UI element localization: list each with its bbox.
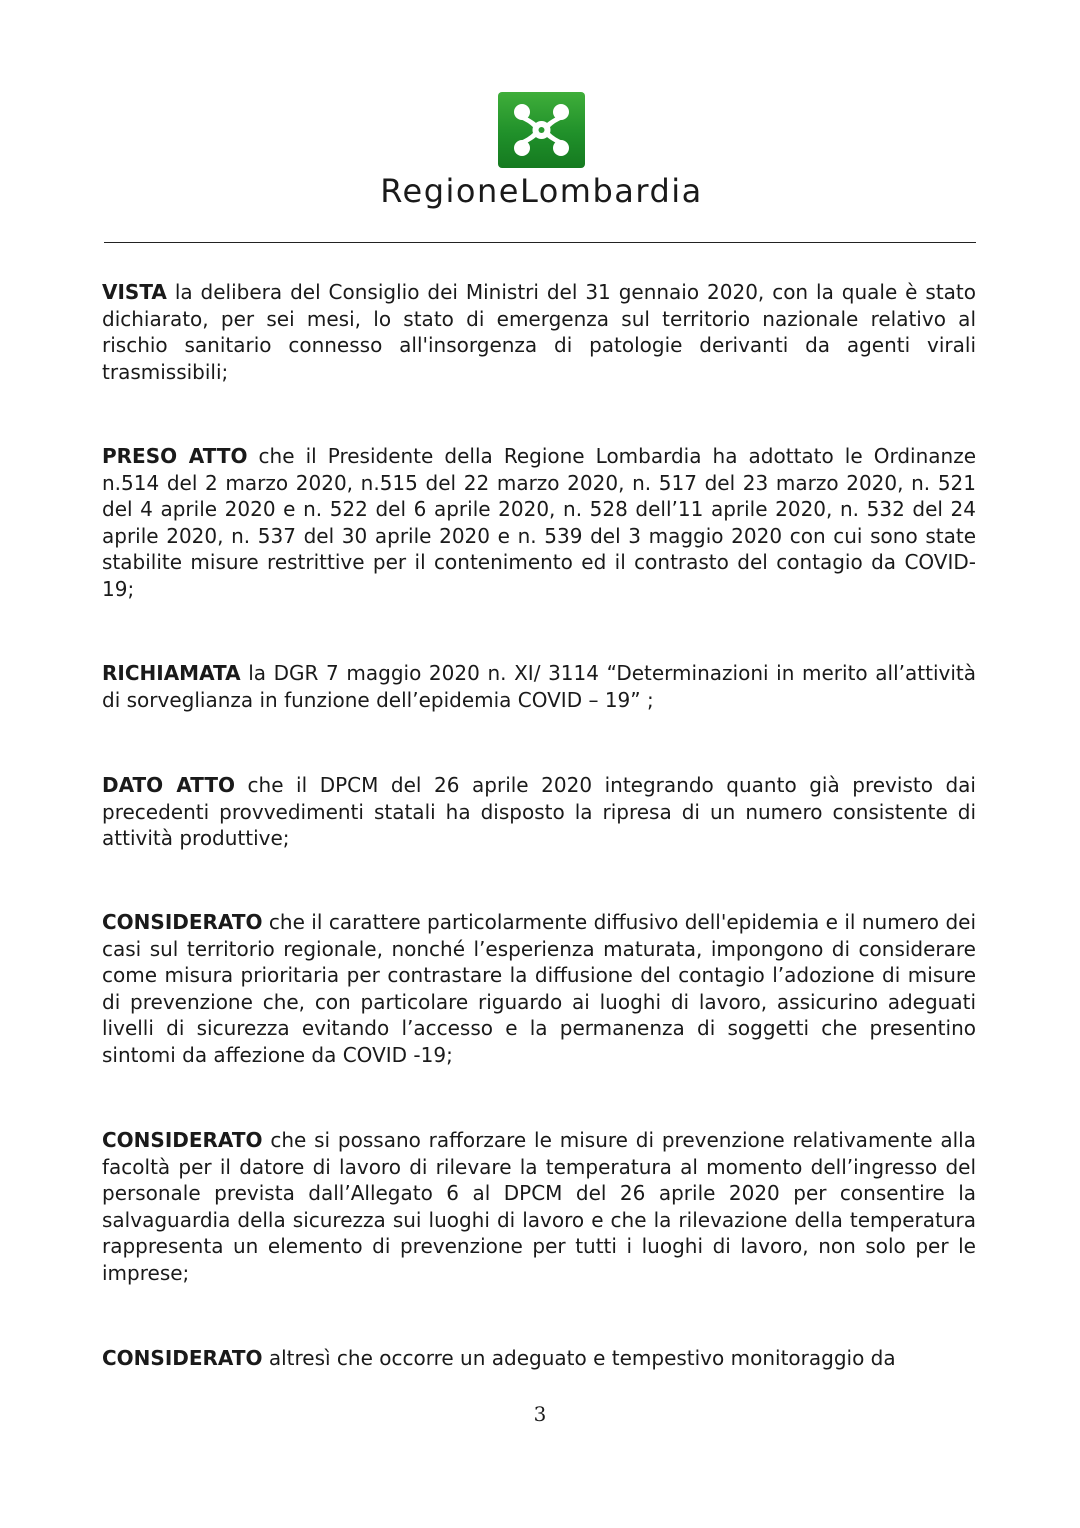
paragraph-text: che il Presidente della Regione Lombardia ha adottato le Ordinanze n.514 del 2 marzo 2020, n.515 del 22 marzo 2020, n. 517 del 23 marzo 2020, n. 521 del 4 aprile 2020 e n. 522 del 6 aprile 2020, n. 528 dell’11 aprile 2020, n. 532 del 24 aprile 2020, n. 537 del 30 aprile 2020 e n. 539 del 3 maggio 2020 con cui sono state stabilite misure restrittive per il contenimento ed il contrasto del contagio da COVID-19; — [102, 444, 976, 601]
paragraph-text: la delibera del Consiglio dei Ministri del 31 gennaio 2020, con la quale è stato dichiarato, per sei mesi, lo stato di emergenza sul territorio nazionale relativo al rischio sanitario connesso all'insorgenza di patologie derivanti da agenti virali trasmissibili; — [102, 280, 976, 384]
region-name: RegioneLombardia — [380, 172, 703, 210]
region-logo — [498, 92, 585, 168]
paragraph-lead: CONSIDERATO — [102, 910, 263, 934]
paragraph-lead: PRESO ATTO — [102, 444, 248, 468]
paragraph-lead: CONSIDERATO — [102, 1128, 263, 1152]
paragraph-text: che il carattere particolarmente diffusivo dell'epidemia e il numero dei casi sul territorio regionale, nonché l’esperienza maturata, impongono di considerare come misura prioritaria per contrastare la diffusione del contagio l’adozione di misure di prevenzione che, con particolare riguardo ai luoghi di lavoro, assicurino adeguati livelli di sicurezza evitando l’accesso e la permanenza di soggetti che presentino sintomi da affezione da COVID -19; — [102, 910, 976, 1067]
paragraph-text: altresì che occorre un adeguato e tempestivo monitoraggio da — [262, 1346, 896, 1370]
paragraph-lead: VISTA — [102, 280, 167, 304]
paragraph-lead: DATO ATTO — [102, 773, 235, 797]
page-number: 3 — [533, 1402, 547, 1426]
paragraph-lead: CONSIDERATO — [102, 1346, 263, 1370]
paragraph-lead: RICHIAMATA — [102, 661, 241, 685]
paragraph-text: che si possano rafforzare le misure di prevenzione relativamente alla facoltà per il datore di lavoro di rilevare la temperatura al momento dell’ingresso del personale prevista dall’Allegato 6 al DPCM del 26 aprile 2020 per consentire la salvaguardia della sicurezza sui luoghi di lavoro e che la rilevazione della temperatura rappresenta un elemento di prevenzione per tutti i luoghi di lavoro, non solo per le imprese; — [102, 1128, 976, 1285]
rosa-camuna-icon — [498, 92, 585, 168]
paragraph-text: che il DPCM del 26 aprile 2020 integrando quanto già previsto dai precedenti provvedimenti statali ha disposto la ripresa di un numero consistente di attività produttive; — [102, 773, 976, 850]
paragraph-vista — [102, 279, 976, 385]
paragraph-richiamata — [102, 660, 976, 713]
paragraph-preso-atto — [102, 443, 976, 602]
header-divider — [104, 242, 976, 243]
paragraph-considerato-1 — [102, 909, 976, 1068]
paragraph-dato-atto — [102, 772, 976, 852]
paragraph-considerato-2 — [102, 1127, 976, 1286]
document-header — [0, 0, 1080, 250]
paragraph-text: la DGR 7 maggio 2020 n. XI/ 3114 “Determinazioni in merito all’attività di sorveglianza in funzione dell’epidemia COVID – 19” ; — [102, 661, 976, 712]
paragraph-considerato-3 — [102, 1345, 976, 1372]
